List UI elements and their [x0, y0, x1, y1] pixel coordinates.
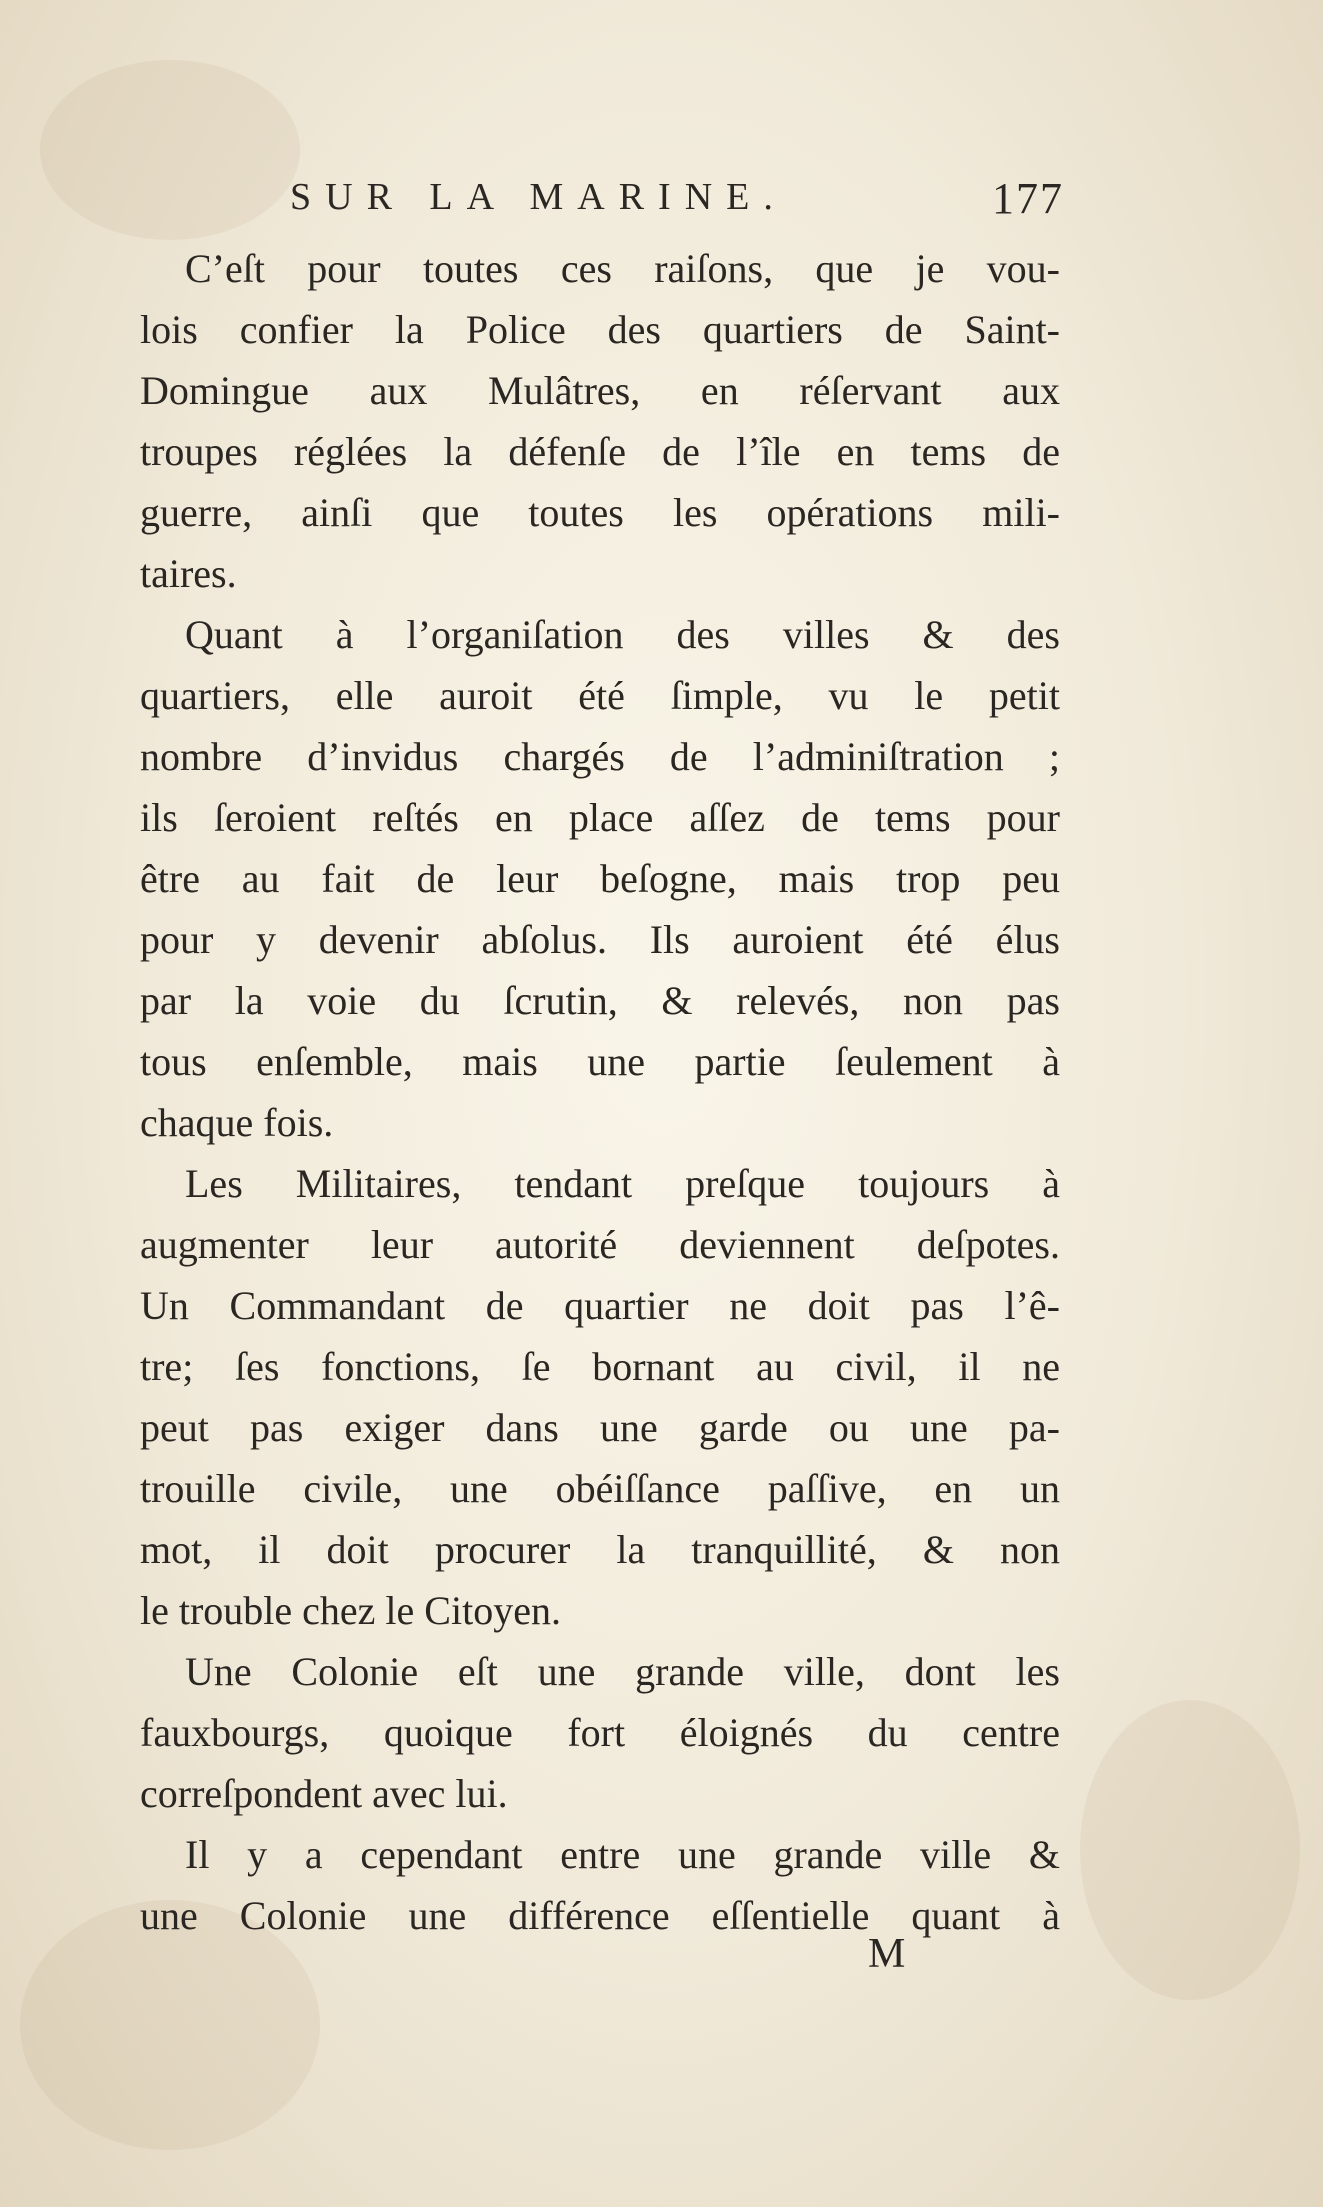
text-line: le trouble chez le Citoyen. — [140, 1588, 561, 1633]
text-line: ils ſeroient reſtés en place aſſez de tems pour — [140, 795, 1060, 840]
paper-stain — [1080, 1700, 1300, 2000]
text-line: pour y devenir abſolus. Ils auroient été élus — [140, 917, 1060, 962]
text-line: augmenter leur autorité deviennent deſpotes. — [140, 1222, 1060, 1267]
body-text — [140, 238, 1060, 1946]
text-line: tre; ſes fonctions, ſe bornant au civil, il ne — [140, 1344, 1060, 1389]
signature-mark: M — [868, 1931, 906, 1977]
text-line: trouille civile, une obéiſſance paſſive, en un — [140, 1466, 1060, 1511]
text-line: troupes réglées la défenſe de l’île en tems de — [140, 429, 1060, 474]
page-number: 177 — [992, 174, 1064, 223]
text-line: lois confier la Police des quartiers de Saint- — [140, 307, 1060, 352]
text-line: une Colonie une différence eſſentielle quant à — [140, 1893, 1060, 1938]
text-line: être au fait de leur beſogne, mais trop peu — [140, 856, 1060, 901]
text-line: Domingue aux Mulâtres, en réſervant aux — [140, 368, 1060, 413]
text-line: peut pas exiger dans une garde ou une pa- — [140, 1405, 1060, 1450]
text-line: nombre d’invidus chargés de l’adminiſtration ; — [140, 734, 1060, 779]
page-header — [290, 175, 1080, 235]
text-line: C’eſt pour toutes ces raiſons, que je vou- — [185, 246, 1060, 291]
running-head: SUR LA MARINE. — [290, 176, 787, 218]
text-line: Il y a cependant entre une grande ville & — [185, 1832, 1060, 1877]
text-line: tous enſemble, mais une partie ſeulement à — [140, 1039, 1060, 1084]
text-line: quartiers, elle auroit été ſimple, vu le petit — [140, 673, 1060, 718]
text-line: correſpondent avec lui. — [140, 1771, 508, 1816]
text-line: chaque fois. — [140, 1100, 334, 1145]
text-line: Un Commandant de quartier ne doit pas l’ê- — [140, 1283, 1060, 1328]
text-line: taires. — [140, 551, 237, 596]
text-line: par la voie du ſcrutin, & relevés, non pas — [140, 978, 1060, 1023]
paper-stain — [40, 60, 300, 240]
text-line: fauxbourgs, quoique fort éloignés du centre — [140, 1710, 1060, 1755]
text-line: guerre, ainſi que toutes les opérations mili- — [140, 490, 1060, 535]
text-line: Une Colonie eſt une grande ville, dont les — [185, 1649, 1060, 1694]
text-line: Quant à l’organiſation des villes & des — [185, 612, 1060, 657]
text-line: Les Militaires, tendant preſque toujours à — [185, 1161, 1060, 1206]
text-line: mot, il doit procurer la tranquillité, & non — [140, 1527, 1060, 1572]
